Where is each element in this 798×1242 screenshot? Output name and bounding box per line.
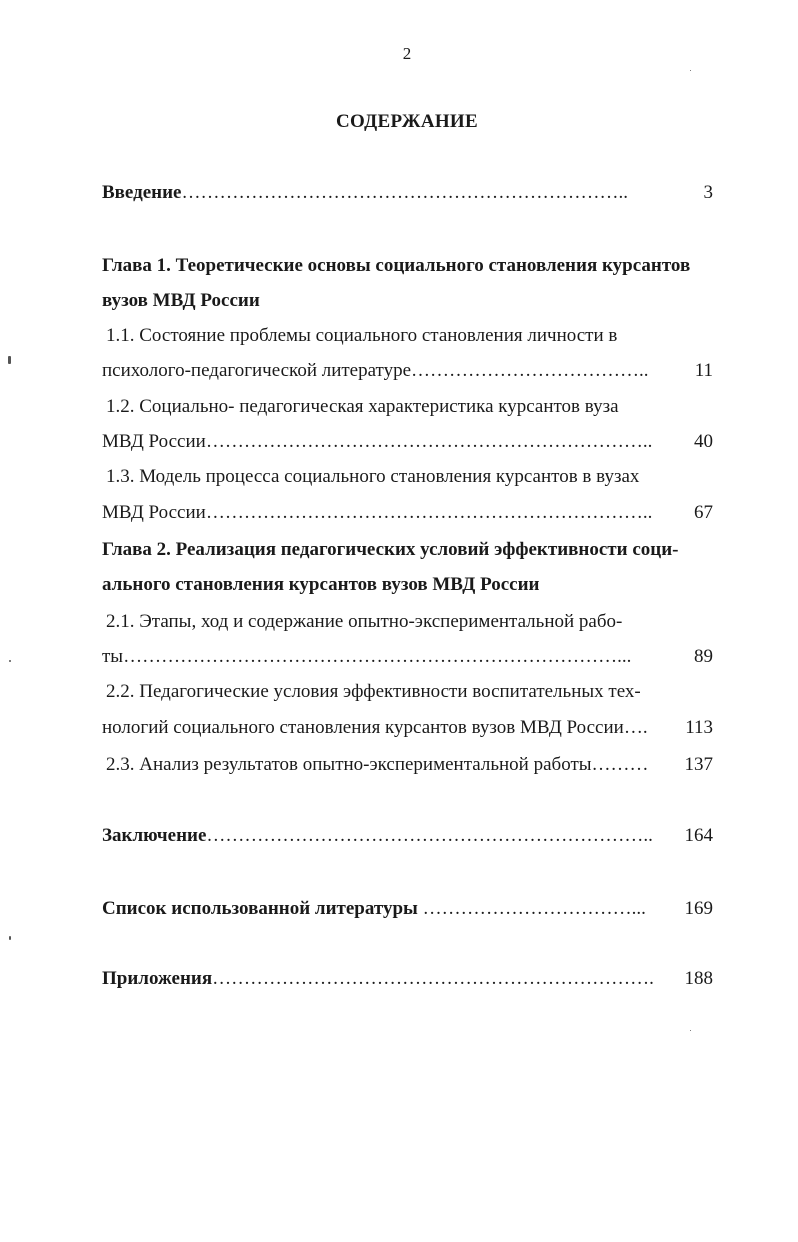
toc-entry-2-2-line1[interactable]: 2.2. Педагогические условия эффективности воспитательных тех- bbox=[106, 681, 641, 702]
toc-label: Заключение bbox=[102, 825, 207, 846]
scan-speck bbox=[9, 936, 11, 940]
toc-entry-2-1-line2[interactable]: ты……………………………………………………………………... bbox=[102, 646, 632, 667]
toc-label: Введение bbox=[102, 182, 182, 203]
toc-entry-conclusion[interactable] bbox=[102, 824, 653, 848]
chapter-1-heading-cont[interactable]: вузов МВД России bbox=[102, 290, 260, 311]
toc-page-number: 11 bbox=[694, 360, 713, 381]
toc-dots: ……………………………... bbox=[417, 898, 646, 919]
toc-entry-1-1-line2[interactable]: психолого-педагогической литературе……………………………….. bbox=[102, 360, 649, 381]
chapter-1-heading[interactable]: Глава 1. Теоретические основы социального становления курсантов bbox=[102, 255, 691, 276]
toc-page-number: 40 bbox=[694, 431, 713, 452]
scan-speck bbox=[9, 660, 11, 662]
toc-entry-references[interactable] bbox=[102, 897, 646, 921]
toc-entry-intro[interactable] bbox=[102, 181, 628, 205]
toc-page-number: 164 bbox=[684, 825, 713, 846]
toc-entry-1-2-line1[interactable]: 1.2. Социально- педагогическая характеристика курсантов вуза bbox=[106, 396, 619, 417]
toc-dots: …………………………………………………………….. bbox=[206, 825, 653, 846]
toc-entry-2-1-line1[interactable]: 2.1. Этапы, ход и содержание опытно-экспериментальной рабо- bbox=[106, 611, 623, 632]
toc-page-number: 169 bbox=[684, 898, 713, 919]
toc-dots: …………………………………………………………….. bbox=[181, 182, 628, 203]
scan-speck bbox=[8, 356, 11, 364]
toc-page-number: 137 bbox=[684, 754, 713, 775]
page-number: 2 bbox=[402, 44, 412, 63]
toc-entry-1-3-line1[interactable]: 1.3. Модель процесса социального становления курсантов в вузах bbox=[106, 466, 640, 487]
toc-page-number: 67 bbox=[694, 502, 713, 523]
toc-page-number: 188 bbox=[684, 968, 713, 989]
page-title: СОДЕРЖАНИЕ bbox=[336, 111, 478, 132]
toc-entry-2-2-line2[interactable]: нологий социального становления курсантов вузов МВД России…. bbox=[102, 717, 648, 738]
toc-dots: ……………………………………………………………. bbox=[212, 968, 654, 989]
toc-entry-1-2-line2[interactable]: МВД России…………………………………………………………….. bbox=[102, 431, 653, 452]
scan-speck bbox=[690, 1030, 691, 1031]
toc-page-number: 3 bbox=[703, 182, 713, 203]
toc-entry-appendix[interactable] bbox=[102, 967, 654, 991]
toc-entry-2-3[interactable]: 2.3. Анализ результатов опытно-экспериментальной работы……… bbox=[106, 754, 649, 775]
toc-page-number: 89 bbox=[694, 646, 713, 667]
toc-entry-1-3-line2[interactable]: МВД России…………………………………………………………….. bbox=[102, 502, 653, 523]
toc-label: Приложения bbox=[102, 968, 213, 989]
chapter-2-heading[interactable]: Глава 2. Реализация педагогических условий эффективности соци- bbox=[102, 539, 679, 560]
toc-entry-1-1-line1[interactable]: 1.1. Состояние проблемы социального становления личности в bbox=[106, 325, 618, 346]
toc-label: Список использованной литературы bbox=[102, 898, 418, 919]
toc-page-number: 113 bbox=[685, 717, 713, 738]
scan-speck bbox=[690, 70, 691, 71]
chapter-2-heading-cont[interactable]: ального становления курсантов вузов МВД России bbox=[102, 574, 540, 595]
